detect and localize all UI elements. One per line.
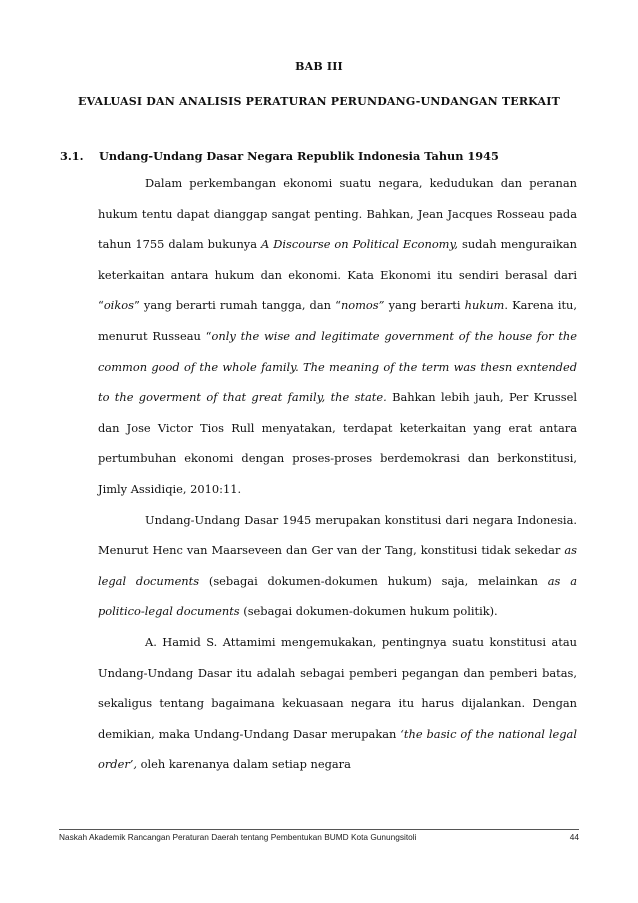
page-footer (59, 829, 579, 842)
section-heading (60, 149, 499, 163)
paragraph-2: Undang-Undang Dasar 1945 merupakan konstitusi dari negara Indonesia. Menurut Henc van Maarseveen dan Ger van der Tang, konstitusi tidak sekedar as legal documents (sebagai dokumen-dokumen hukum) saja, melainkan as a politico-legal documents (sebagai dokumen-dokumen hukum politik). (98, 512, 577, 619)
section-number: 3.1. (60, 149, 84, 163)
body-text (98, 168, 577, 780)
paragraph-3: A. Hamid S. Attamimi mengemukakan, pentingnya suatu konstitusi atau Undang-Undang Dasar itu adalah sebagai pemberi pegangan dan pemberi batas, sekaligus tentang bagaimana kekuasaan negara itu harus dijalankan. Dengan demikian, maka Undang-Undang Dasar merupakan ‘the basic of the national legal order’, oleh karenanya dalam setiap negara (98, 634, 577, 772)
chapter-title: EVALUASI DAN ANALISIS PERATURAN PERUNDANG-UNDANGAN TERKAIT (78, 95, 560, 108)
chapter-heading: BAB III (295, 60, 343, 73)
paragraph-1: Dalam perkembangan ekonomi suatu negara, kedudukan dan peranan hukum tentu dapat dianggap sangat penting. Bahkan, Jean Jacques Rosseau pada tahun 1755 dalam bukunya A Discourse on Political Economy, sudah menguraikan keterkaitan antara hukum dan ekonomi. Kata Ekonomi itu sendiri berasal dari “oikos” yang berarti rumah tangga, dan “nomos” yang berarti hukum. Karena itu, menurut Russeau “only the wise and legitimate government of the house for the common good of the whole family. The meaning of the term was thesn exntended to the goverment of that great family, the state. Bahkan lebih jauh, Per Krussel dan Jose Victor Tios Rull menyatakan, terdapat keterkaitan yang erat antara pertumbuhan ekonomi dengan proses-proses berdemokrasi dan berkonstitusi, Jimly Assidiqie, 2010:11. (98, 176, 578, 496)
footer-text: Naskah Akademik Rancangan Peraturan Daerah tentang Pembentukan BUMD Kota Gunungsitoli (59, 832, 417, 842)
section-title: Undang-Undang Dasar Negara Republik Indonesia Tahun 1945 (99, 149, 499, 163)
page-number: 44 (569, 832, 579, 842)
